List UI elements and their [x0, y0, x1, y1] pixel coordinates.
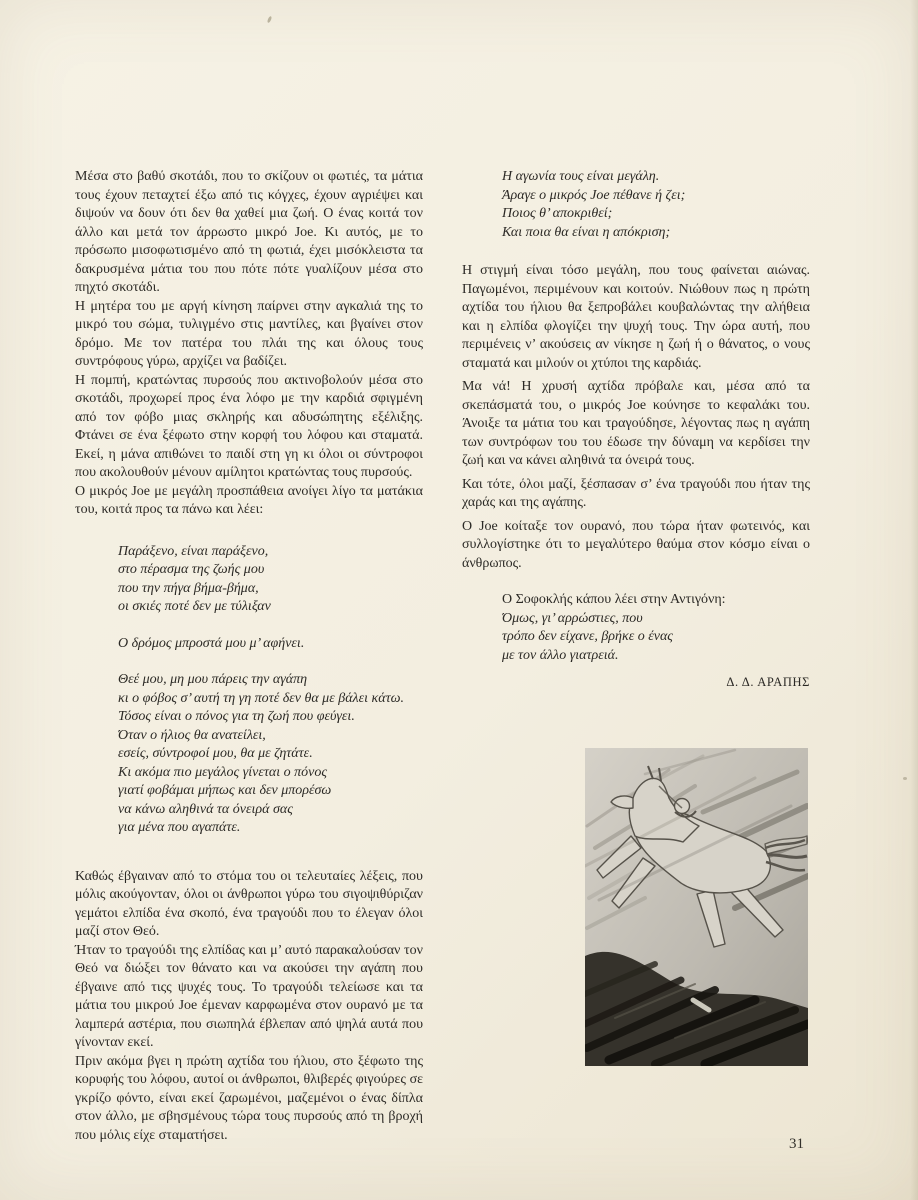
poem-line: Θεέ μου, μη μου πάρεις την αγάπη [118, 672, 308, 687]
horse-illustration [585, 748, 808, 1066]
quote-line: Όμως, γι’ αρρώστιες, που [502, 610, 643, 626]
poem-line: κι ο φόβος σ’ αυτή τη γη ποτέ δεν θα με βάλει κάτω. [118, 690, 404, 706]
poem-line: Όταν ο ήλιος θα ανατείλει, [118, 727, 266, 743]
poem-line: Ο δρόμος μπροστά μου μ’ αφήνει. [118, 635, 305, 651]
child-rider-head [675, 799, 690, 814]
joe-song-poem [118, 543, 423, 838]
page-edge-shade [910, 0, 918, 1200]
poem-line: για μένα που αγαπάτε. [118, 820, 241, 835]
right-column [462, 168, 810, 692]
poem-line: να κάνω αληθινά τα όνειρά σας [118, 801, 293, 817]
paragraph: Ο μικρός Joe με μεγάλη προσπάθεια ανοίγει λίγο τα ματάκια του, κοιτά προς τα πάνω και λέει: [75, 483, 423, 517]
horse-drawing-svg [585, 748, 808, 1066]
paragraph: Πριν ακόμα βγει η πρώτη αχτίδα του ήλιου, στο ξέφωτο της κορυφής του λόφου, αυτοί οι άνθρωποι, θλιβερές φιγούρες σε γκρίζο φόντο, είναι εκεί ζαρωμένοι, μαζεμένοι ο ένας δίπλα στον άλλο, με σβησμένους τώρα τους πυρσούς από τη βροχή που μόλις είχε σταματήσει. [75, 1053, 423, 1143]
poem-line: Παράξενο, είναι παράξενο, [118, 543, 269, 559]
quote-line: με τον άλλο γιατρειά. [502, 647, 619, 663]
agony-poem [502, 168, 810, 242]
sophocles-intro: Ο Σοφοκλής κάπου λέει στην Αντιγόνη: [502, 592, 726, 607]
paragraph: Η πομπή, κρατώντας πυρσούς που ακτινοβολούν μέσα στο σκοτάδι, προχωρεί προς ένα λόφο με την καρδιά σφιγμένη από τον φόβο μιας σκληρής και αδυσώπητης εξέλιξης. Φτάνει σε ένα ξέφωτο στην κορφή του λόφου και σταματά. Εκεί, η μάνα απιθώνει το παιδί στη γη κι όλοι οι σύντροφοι που ακολουθούν μένουν αμίλητοι κρατώντας τους πυρσούς. [75, 372, 423, 480]
paragraph: Μα νά! Η χρυσή αχτίδα πρόβαλε και, μέσα από τα σκεπάσματά του, ο μικρός Joe κούνησε το κεφαλάκι του. Άνοιξε τα μάτια του και τραγούδησε, λέγοντας πως η αγάπη των συντρόφων του του έδωσε την δύναμη να κερδίσει την ζωή και να κάνει αληθινά τα όνειρά τους. [462, 379, 810, 468]
paragraph: Καθώς έβγαιναν από το στόμα του οι τελευταίες λέξεις, που μόλις ακούγονταν, όλοι οι άνθρωποι γύρω του σιγοψιθύριζαν γεμάτοι ελπίδα ένα σκοπό, ένα τραγούδι που το έλεγαν όλοι μαζί στον Θεό. [75, 868, 423, 939]
paragraph: Ήταν το τραγούδι της ελπίδας και μ’ αυτό παρακαλούσαν τον Θεό να διώξει τον θάνατο και να ακούσει την αγάπη που έβγαινε από τιςς ψυχές τους. Το τραγούδι τελείωσε και τα μάτια του μικρού Joe έμεναν καρφωμένα στον ουρανό με τα λαμπερά αστέρια, που σιωπηλά έβλεπαν από ψηλά αυτά που γίνονταν εκεί. [75, 942, 423, 1050]
paragraph: Ο Joe κοίταξε τον ουρανό, που τώρα ήταν φωτεινός, και συλλογίστηκε ότι το μεγαλύτερο θαύμα στον κόσμο είναι ο άνθρωπος. [462, 518, 810, 571]
paragraph: Η μητέρα του με αργή κίνηση παίρνει στην αγκαλιά της το μικρό του σώμα, τυλιγμένο στις μαντίλες, και βγαίνει στον δρόμο. Με τον πατέρα του πλάι της και όλους τους συντρόφους γύρω, αρχίζει να βαδίζει. [75, 298, 423, 369]
poem-line: που την πήγα βήμα-βήμα, [118, 580, 259, 596]
poem-stanza [118, 671, 423, 838]
poem-line: Η αγωνία τους είναι μεγάλη. [502, 169, 660, 184]
left-column [75, 168, 423, 1145]
sophocles-quote [502, 610, 810, 666]
paragraph: Και τότε, όλοι μαζί, ξέσπασαν σ’ ένα τραγούδι που ήταν της χαράς και της αγάπης. [462, 476, 810, 510]
author-signature: Δ. Δ. ΑΡΑΠΗΣ [726, 675, 810, 689]
scan-speck [267, 16, 273, 24]
poem-stanza [118, 635, 423, 654]
poem-line: Κι ακόμα πιο μεγάλος γίνεται ο πόνος [118, 764, 328, 780]
poem-line: Τόσος είναι ο πόνος για τη ζωή που φεύγει. [118, 709, 355, 724]
poem-line: Ποιος θ’ αποκριθεί; [502, 206, 613, 221]
poem-line: οι σκιές ποτέ δεν με τύλιξαν [118, 599, 271, 614]
poem-line: Και ποια θα είναι η απόκριση; [502, 224, 671, 240]
poem-line: στο πέρασμα της ζωής μου [118, 562, 265, 577]
page-number: 31 [789, 1136, 804, 1152]
poem-line: Άραγε ο μικρός Joe πέθανε ή ζει; [502, 187, 686, 203]
paragraph: Μέσα στο βαθύ σκοτάδι, που το σκίζουν οι φωτιές, τα μάτια τους έχουν πεταχτεί έξω από τις κόγχες, έχουν αγριέψει και διψούν να δουν ότι δεν θα χαθεί μια ζωή. Ο ένας κοιτά τον άλλο και μετά τον άρρωστο μικρό Joe. Κι αυτός, με το πρόσωπο μισοφωτισμένο από τη φωτιά, έχει μισόκλειστα τα δακρυσμένα μάτια του που πότε πότε γυαλίζουν μέσα στο πηχτό σκοτάδι. [75, 169, 423, 295]
poem-line: γιατί φοβάμαι μήπως και δεν μπορέσω [118, 783, 332, 798]
paragraph: Η στιγμή είναι τόσο μεγάλη, που τους φαίνεται αιώνας. Παγωμένοι, περιμένουν και κοιτούν. Νιώθουν πως η πρώτη αχτίδα του ήλιου θα ξεπροβάλει κουβαλώντας την αλήθεια και η ελπίδα φλογίζει την ψυχή τους. Την ώρα αυτή, που περιμένεις ν’ ακούσεις αν νίκησε η ζωή ή ο θάνατος, ο νους σταματά και μιλούν οι χτύποι της καρδιάς. [462, 263, 810, 371]
scan-speck [903, 777, 907, 780]
poem-stanza [118, 543, 423, 617]
poem-line: εσείς, σύντροφοί μου, θα με ζητάτε. [118, 746, 313, 761]
quote-line: τρόπο δεν είχανε, βρήκε ο ένας [502, 629, 673, 644]
